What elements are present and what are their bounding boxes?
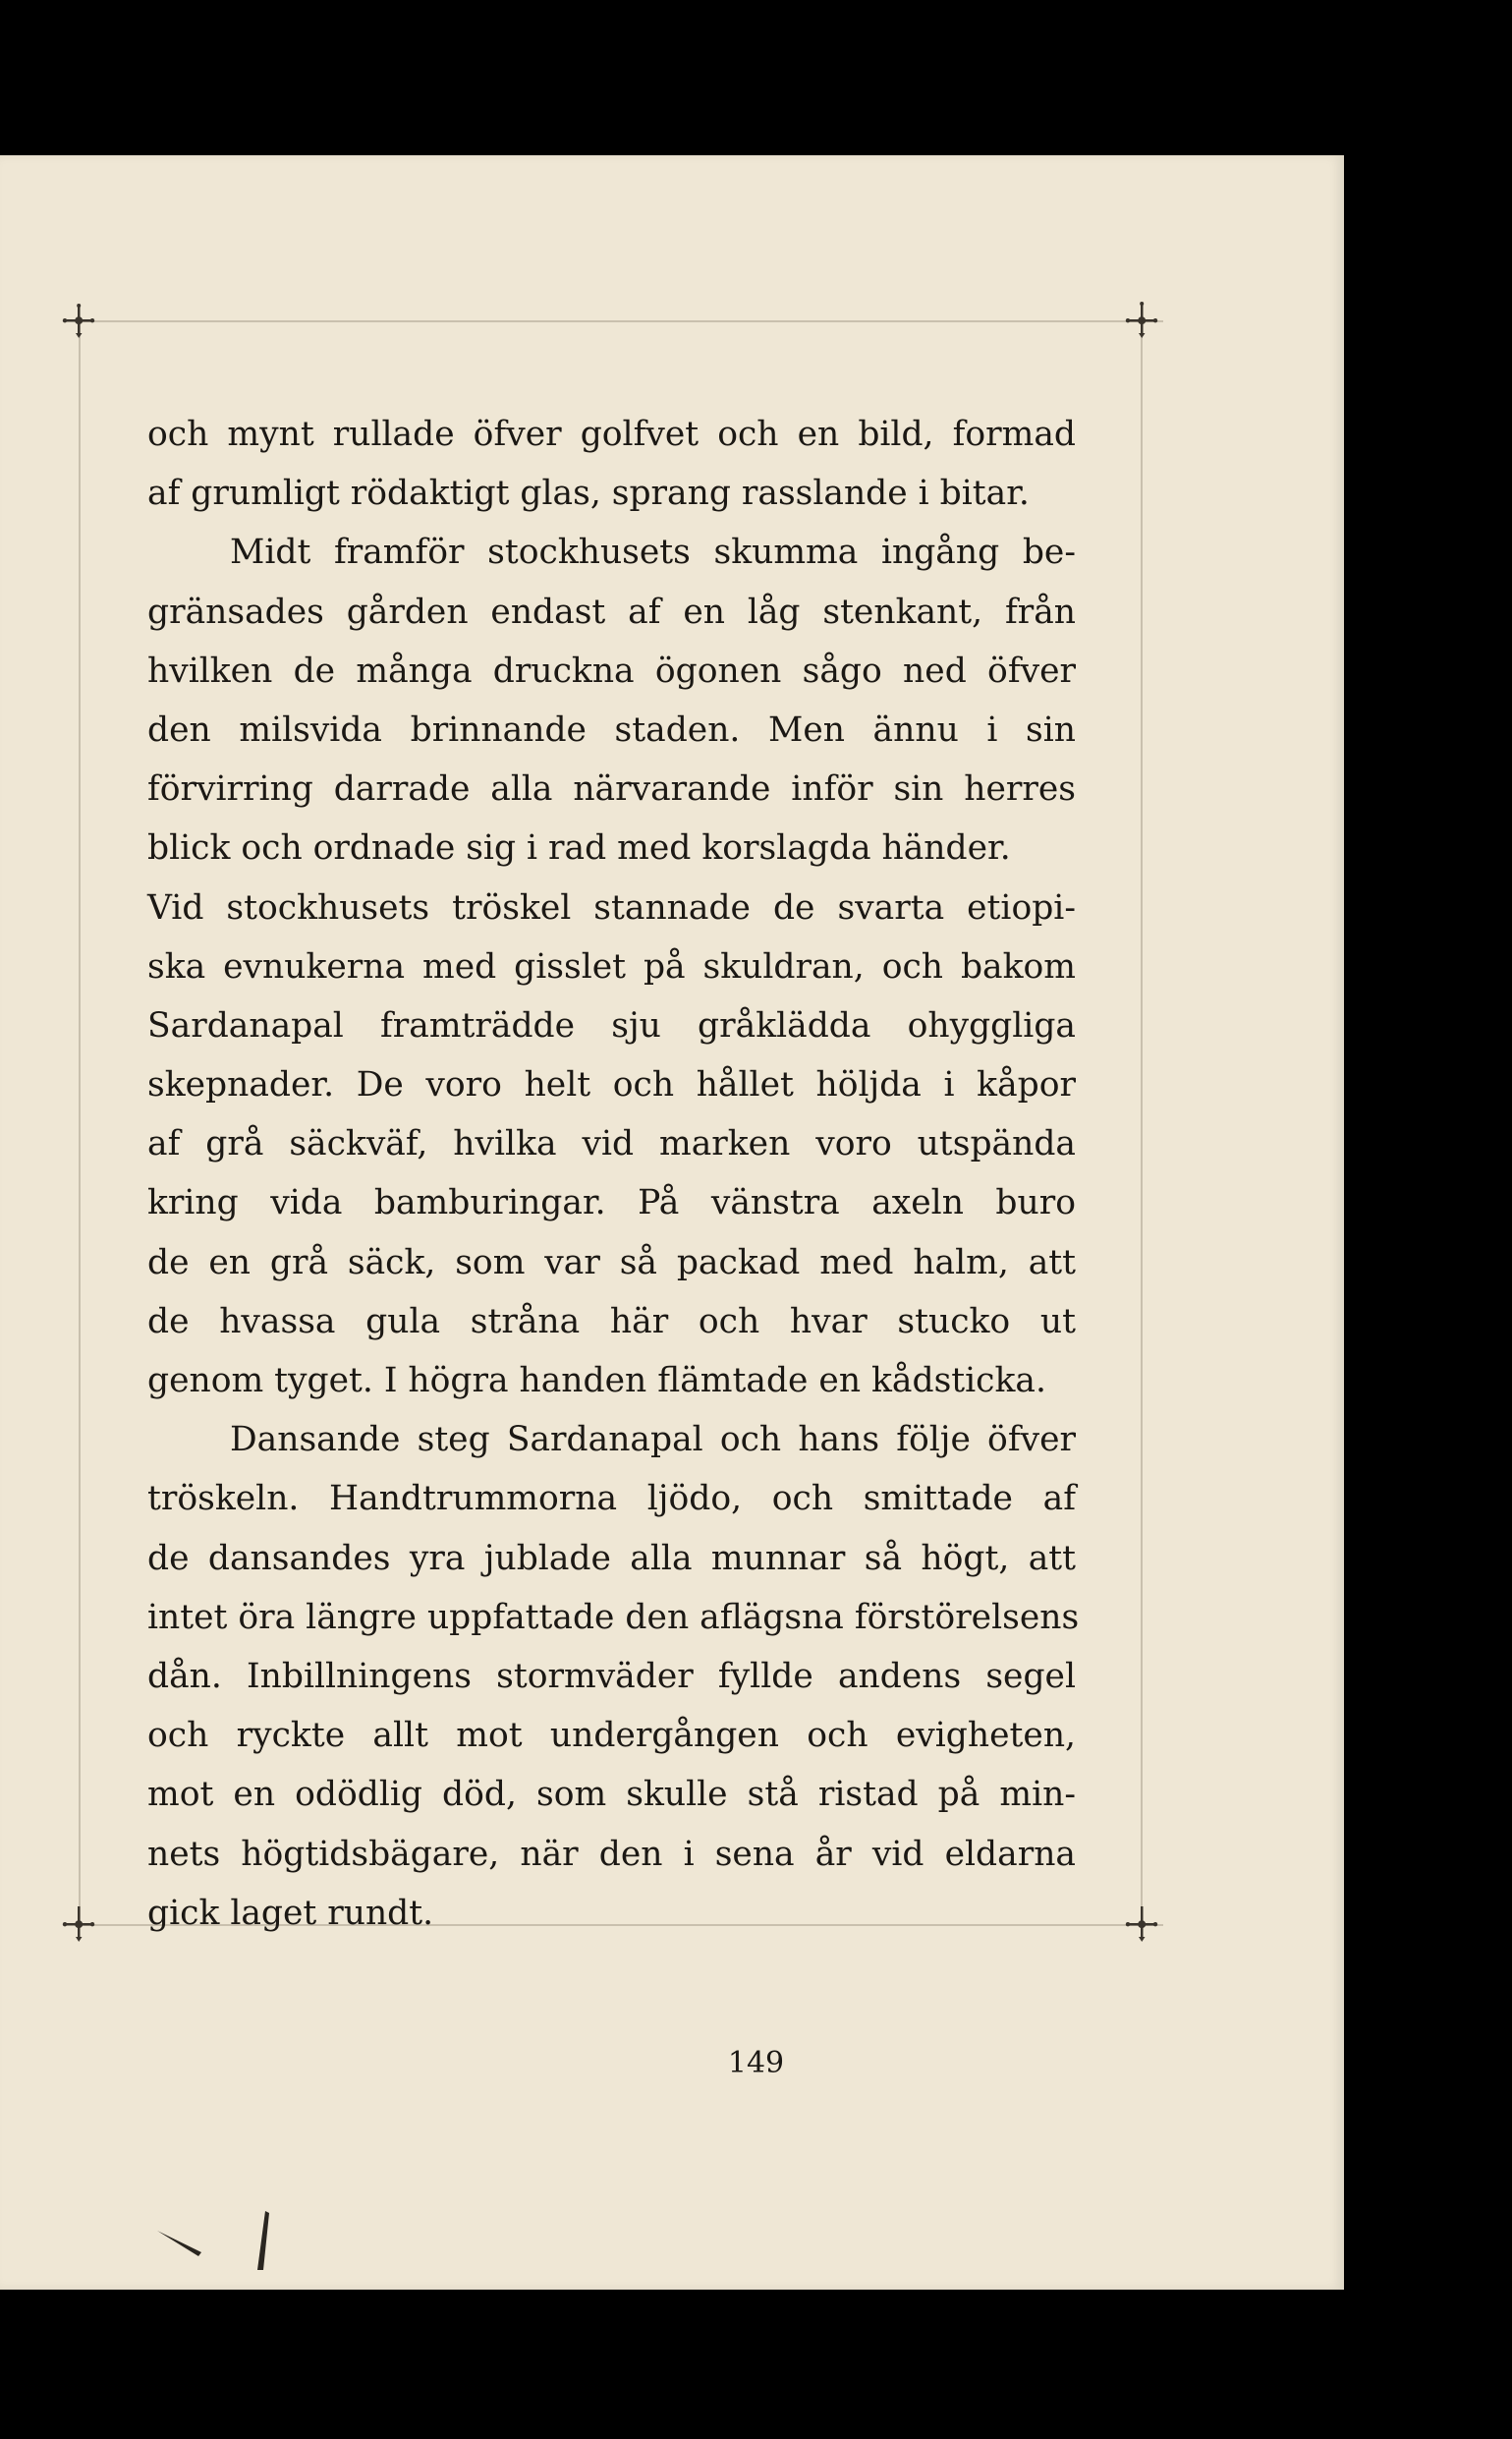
text-line: Sardanapal framträdde sju gråklädda ohyggliga: [147, 1005, 1076, 1046]
body-text: [147, 405, 1080, 1943]
text-line: de dansandes yra jublade alla munnar så högt, att: [147, 1538, 1076, 1578]
text-line: Vid stockhusets tröskel stannade de svarta etiopi-: [147, 887, 1076, 928]
text-line: intet öra längre uppfattade den aflägsna förstörelsens: [147, 1597, 1080, 1637]
text-line: nets högtidsbägare, när den i sena år vid eldarna: [147, 1834, 1076, 1874]
text-line: af grå säckväf, hvilka vid marken voro utspända: [147, 1124, 1076, 1164]
cross-flourish-icon: [1122, 301, 1161, 340]
frame-right-rule: [1141, 320, 1143, 1924]
text-line: genom tyget. I högra handen flämtade en kådsticka.: [147, 1361, 1046, 1400]
frame-top-rule: [77, 320, 1163, 322]
text-line: kring vida bamburingar. På vänstra axeln buro: [147, 1183, 1076, 1223]
text-line: gränsades gården endast af en låg stenkant, från: [147, 592, 1076, 632]
page-number: 149: [727, 2046, 785, 2080]
frame-left-rule: [79, 320, 81, 1924]
text-line: Midt framför stockhusets skumma ingång be-: [230, 533, 1076, 573]
text-line: och mynt rullade öfver golfvet och en bild, formad: [147, 415, 1076, 454]
text-line: af grumligt rödaktigt glas, sprang rasslande i bitar.: [147, 474, 1030, 514]
binding-mark: [157, 2211, 285, 2270]
text-line: den milsvida brinnande staden. Men ännu i sin: [147, 709, 1076, 750]
text-line: förvirring darrade alla närvarande inför sin herres: [147, 769, 1076, 810]
cross-flourish-icon: [59, 301, 98, 340]
text-line: de en grå säck, som var så packad med halm, att: [147, 1242, 1076, 1282]
text-line: ska evnukerna med gisslet på skuldran, och bakom: [147, 946, 1076, 987]
text-line: skepnader. De voro helt och hållet höljda i kåpor: [147, 1065, 1076, 1106]
text-line: tröskeln. Handtrummorna ljödo, och smittade af: [147, 1479, 1076, 1519]
text-line: gick laget rundt.: [147, 1893, 434, 1933]
cross-flourish-icon: [1122, 1904, 1161, 1944]
cross-flourish-icon: [59, 1904, 98, 1944]
text-line: blick och ordnade sig i rad med korslagda händer.: [147, 828, 1011, 869]
text-line: mot en odödlig död, som skulle stå ristad på min-: [147, 1775, 1076, 1815]
text-line: och ryckte allt mot undergången och evigheten,: [147, 1716, 1076, 1756]
text-line: dån. Inbillningens stormväder fyllde andens segel: [147, 1656, 1076, 1696]
text-line: Dansande steg Sardanapal och hans följe öfver: [230, 1420, 1076, 1460]
text-line: de hvassa gula stråna här och hvar stucko ut: [147, 1301, 1076, 1341]
text-line: hvilken de många druckna ögonen sågo ned öfver: [147, 651, 1076, 691]
